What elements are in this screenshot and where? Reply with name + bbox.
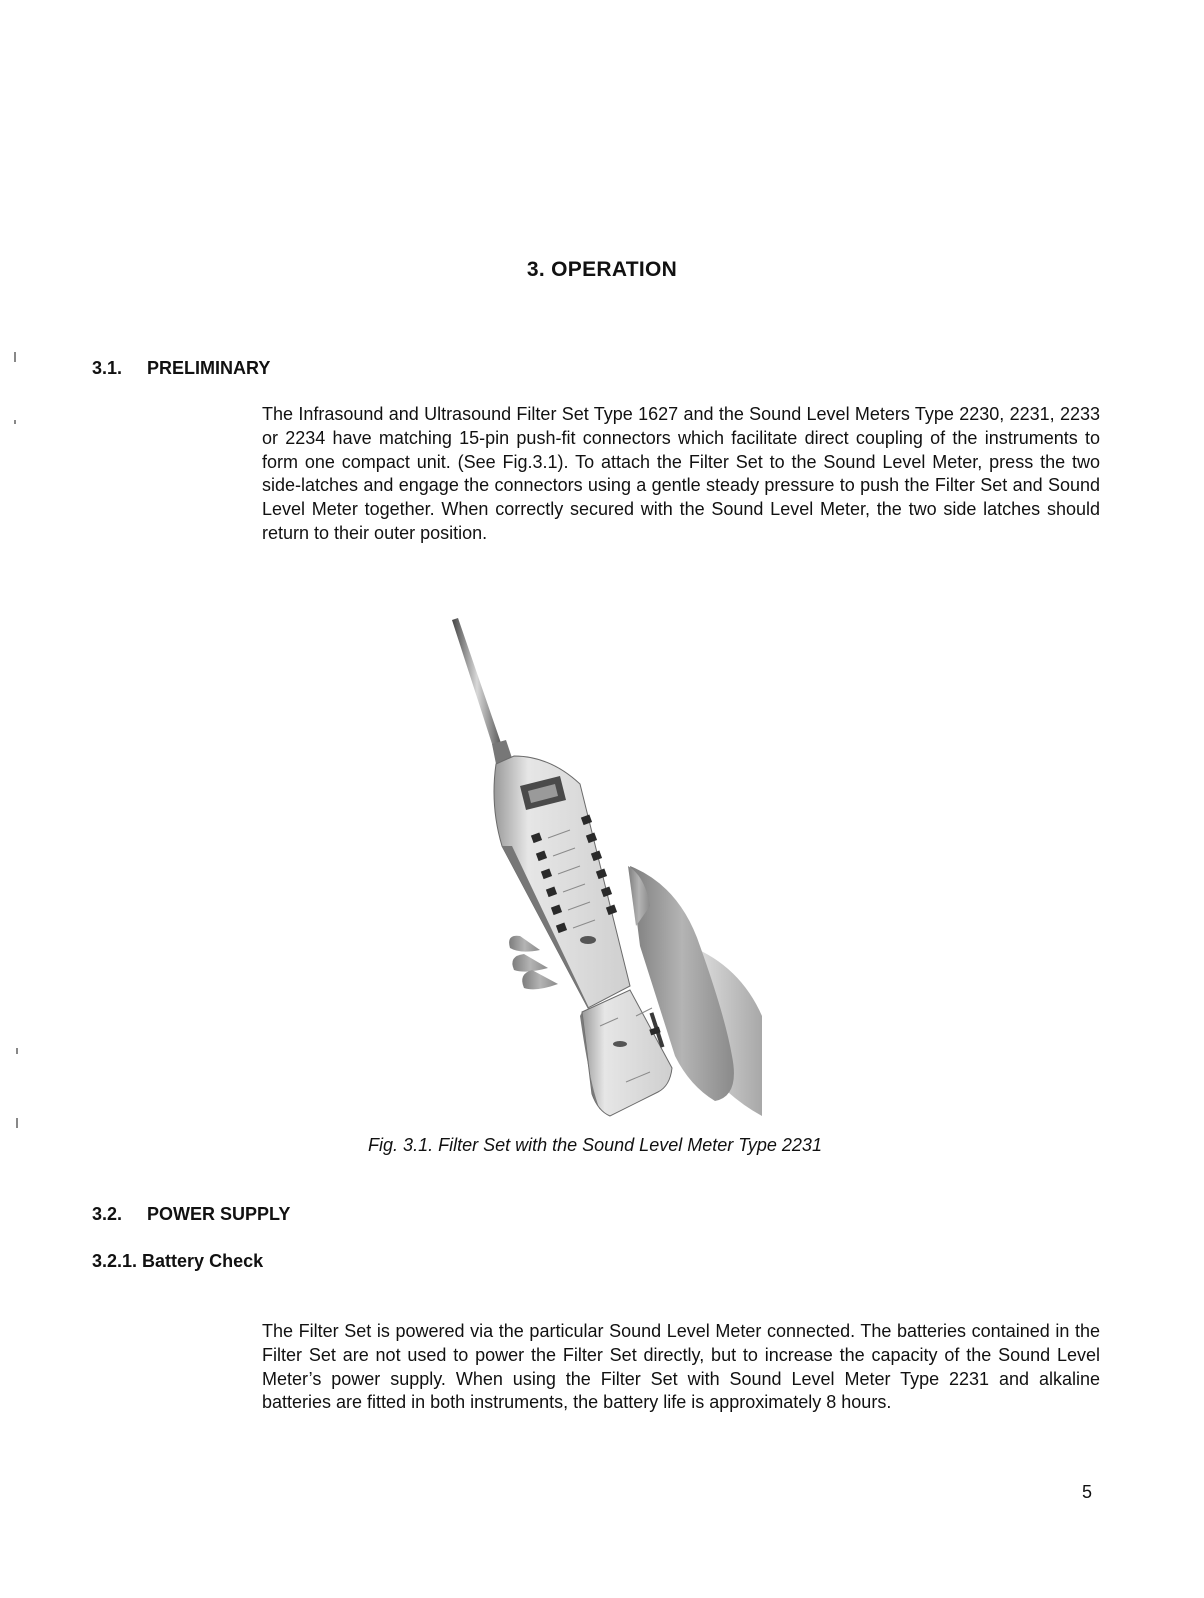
sound-level-meter-photo <box>440 616 770 1120</box>
section-title: POWER SUPPLY <box>147 1204 291 1224</box>
figure-caption: Fig. 3.1. Filter Set with the Sound Level Meter Type 2231 <box>368 1135 822 1155</box>
scan-mark <box>16 1118 18 1128</box>
section-heading-power-supply <box>92 1204 290 1225</box>
scan-mark <box>14 352 16 362</box>
section-title: Battery Check <box>142 1251 264 1271</box>
section-title: PRELIMINARY <box>147 358 271 378</box>
section-heading-preliminary <box>92 358 270 379</box>
battery-check-paragraph: The Filter Set is powered via the particular Sound Level Meter connected. The batteries contained in the Filter Set are not used to power the Filter Set directly, but to increase the capacity of the Sound Level Meter’s power supply. When using the Filter Set with Sound Level Meter Type 2231 and alkaline batteries are fitted in both instruments, the battery life is approximately 8 hours. <box>262 1321 1100 1413</box>
section-number: 3.1. <box>92 358 123 378</box>
preliminary-paragraph: The Infrasound and Ultrasound Filter Set Type 1627 and the Sound Level Meters Type 2230, 2231, 2233 or 2234 have matching 15-pin push-fit connectors which facilitate direct coupling of the instruments to form one compact unit. (See Fig.3.1). To attach the Filter Set to the Sound Level Meter, press the two side-latches and engage the connectors using a gentle steady pressure to push the Filter Set and Sound Level Meter together. When correctly secured with the Sound Level Meter, the two side latches should return to their outer position. <box>262 404 1100 543</box>
scan-mark <box>16 1048 18 1054</box>
chapter-title: 3. OPERATION <box>526 258 678 281</box>
section-number: 3.2.1. <box>92 1251 138 1271</box>
page-number: 5 <box>1082 1482 1093 1502</box>
section-number: 3.2. <box>92 1204 123 1224</box>
subsection-heading-battery-check <box>92 1251 263 1272</box>
scan-mark <box>14 420 16 424</box>
